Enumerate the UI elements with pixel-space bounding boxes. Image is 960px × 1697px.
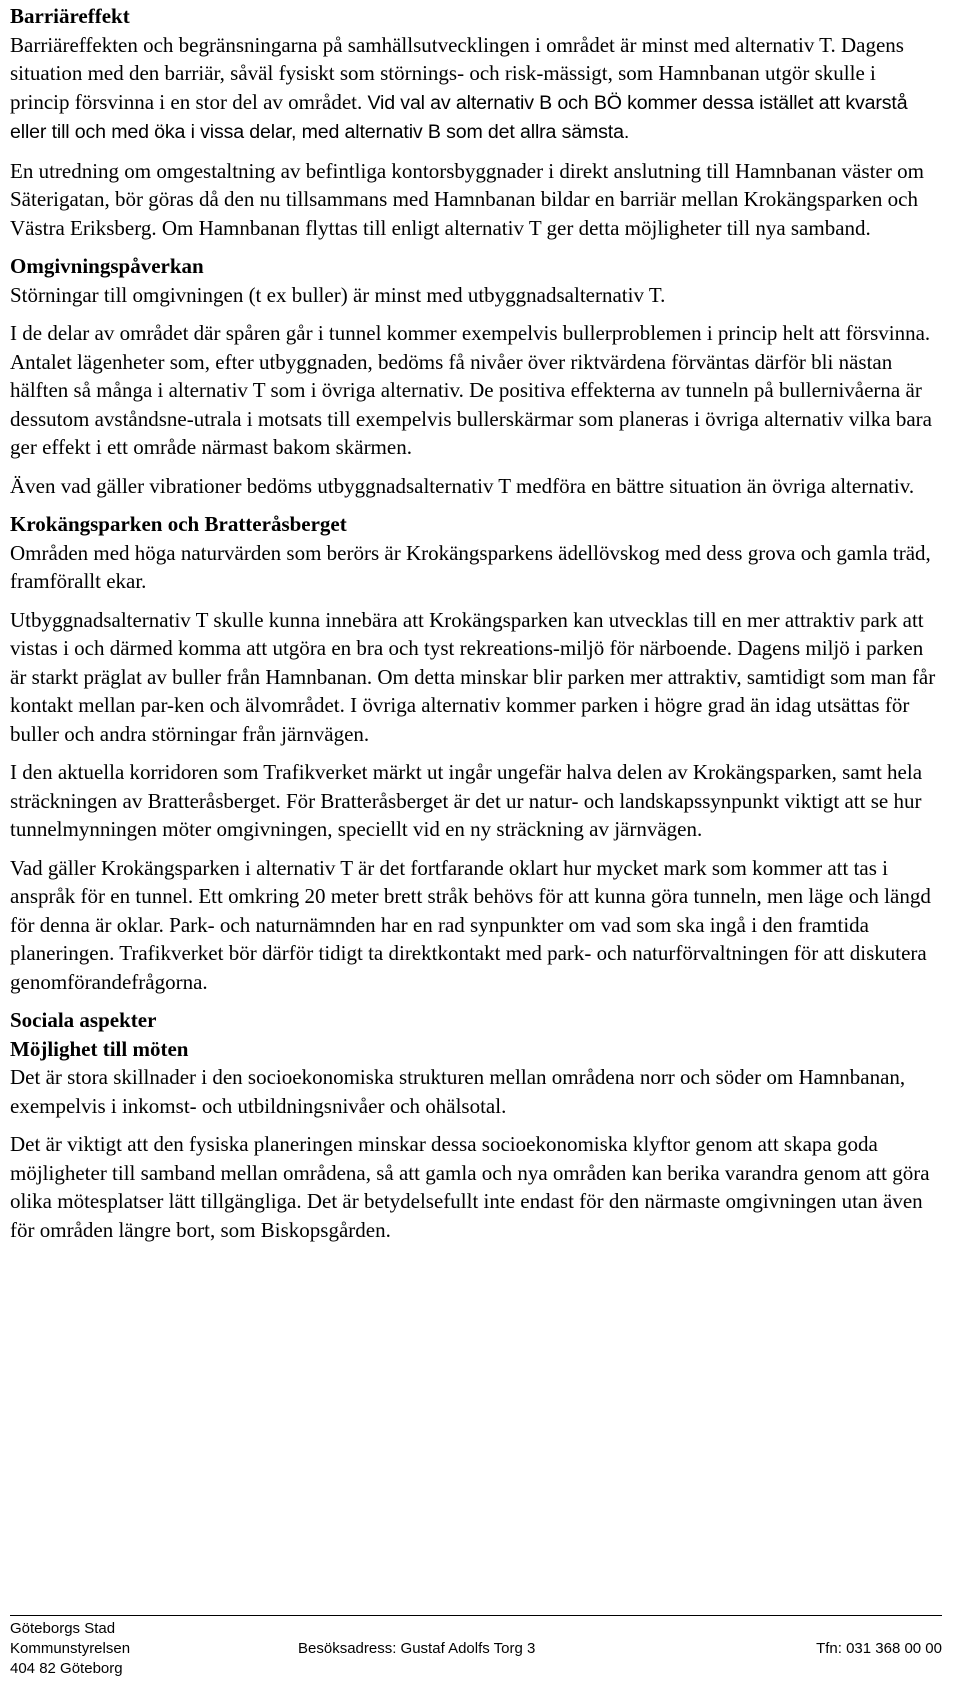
section-heading-sociala-aspekter: Sociala aspekter: [10, 1008, 157, 1032]
paragraph-krokangs-2: Utbyggnadsalternativ T skulle kunna innebära att Krokängsparken kan utvecklas till en mer attraktiv park att vistas i och därmed komma att utgöra en bra och tyst rekreations-miljö för närboende. Dagens miljö i parken är starkt präglat av buller från Hamnbanan. Om detta minskar blir parken mer attraktiv, samtidigt som man får kontakt mellan par-ken och älvområdet. I övriga alternativ kommer parken i högre grad än idag utsättas för buller och andra störningar från järnvägen.: [10, 607, 936, 746]
paragraph-krokangs-3: I den aktuella korridoren som Trafikverket märkt ut ingår ungefär halva delen av Krokängsparken, samt hela sträckningen av Bratteråsberget. För Bratteråsberget är det ur natur- och landskapssynpunkt viktigt att se hur tunnelmynningen möter omgivningen, speciellt vid en ny sträckning av järnvägen.: [10, 760, 923, 841]
footer-phone: Tfn: 031 368 00 00: [816, 1640, 942, 1657]
paragraph-omgivning-3: Även vad gäller vibrationer bedöms utbyggnadsalternativ T medföra en bättre situation än övriga alternativ.: [10, 473, 915, 498]
page-footer: [10, 1615, 942, 1679]
paragraph-krokangs-1: Områden med höga naturvärden som berörs är Krokängsparkens ädellövskog med dess grova och gamla träd, framförallt ekar.: [10, 540, 931, 593]
footer-row-3: [10, 1659, 942, 1679]
paragraph-barriar-1-sans: Vid val av alternativ B och BÖ kommer dessa istället att kvarstå eller till och med öka i vissa delar, med alternativ B som det allra sämsta.: [10, 91, 908, 143]
section-heading-barriareffekt: Barriäreffekt: [10, 4, 130, 28]
footer-department: Kommunstyrelsen: [10, 1640, 131, 1657]
paragraph-sociala-2: Det är viktigt att den fysiska planeringen minskar dessa socioekonomiska klyftor genom att skapa goda möjligheter till samband mellan områdena, så att gamla och nya områden kan berika varandra genom att göra olika mötesplatser lätt tillgängliga. Det är betydelsefullt inte endast för den närmaste omgivningen utan även för områden längre bort, som Biskopsgården.: [10, 1132, 930, 1242]
section-heading-krokangsparken: Krokängsparken och Bratteråsberget: [10, 512, 347, 536]
footer-visiting-address: Besöksadress: Gustaf Adolfs Torg 3: [298, 1640, 536, 1657]
footer-org-name: Göteborgs Stad: [10, 1620, 116, 1637]
footer-row-1: [10, 1619, 942, 1639]
footer-row-2: [10, 1639, 942, 1659]
paragraph-sociala-1: Det är stora skillnader i den socioekonomiska strukturen mellan områdena norr och söder om Hamnbanan, exempelvis i inkomst- och utbildningsnivåer och ohälsotal.: [10, 1065, 906, 1118]
footer-postal-address: 404 82 Göteborg: [10, 1660, 123, 1677]
paragraph-krokangs-4: Vad gäller Krokängsparken i alternativ T är det fortfarande oklart hur mycket mark som kommer att tas i anspråk för en tunnel. Ett omkring 20 meter brett stråk behövs för att kunna göra tunneln, men läge och längd för denna är oklar. Park- och naturnämnden har en rad synpunkter om vad som ska ingå i den framtida planeringen. Trafikverket bör därför tidigt ta direktkontakt med park- och naturförvaltningen för att diskutera genomförandefrågorna.: [10, 855, 931, 994]
subheading-mojlighet-till-moten: Möjlighet till möten: [10, 1036, 189, 1061]
paragraph-barriar-1: [10, 31, 940, 147]
section-heading-omgivningspaverkan: Omgivningspåverkan: [10, 254, 204, 278]
footer-divider: [10, 1615, 942, 1616]
paragraph-omgivning-2: I de delar av området där spåren går i tunnel kommer exempelvis bullerproblemen i princip helt att försvinna. Antalet lägenheter som, efter utbyggnaden, bedöms få nivåer över riktvärdena förväntas därför bli nästan hälften så många i alternativ T som i övriga alternativ. De positiva effekterna av tunneln på bullernivåerna är dessutom avståndsne-utrala i motsats till exempelvis bullerskärmar som planeras i övriga alternativ vilka bara ger effekt i ett område närmast bakom skärmen.: [10, 321, 932, 459]
paragraph-barriar-1-serif: Barriäreffekten och begränsningarna på samhällsutvecklingen i området är minst med alternativ T. Dagens situation med den barriär, såväl fysiskt som störnings- och risk-mässigt, som Hamnbanan utgör skulle i princip försvinna i en stor del av området.: [10, 32, 904, 114]
document-page: [10, 2, 940, 1244]
paragraph-omgivning-1: Störningar till omgivningen (t ex buller) är minst med utbyggnadsalternativ T.: [10, 282, 666, 307]
paragraph-barriar-2: En utredning om omgestaltning av befintliga kontorsbyggnader i direkt anslutning till Hamnbanan väster om Säterigatan, bör göras då den nu tillsammans med Hamnbanan bildar en barriär mellan Krokängsparken och Västra Eriksberg. Om Hamnbanan flyttas till enligt alternativ T ger detta möjligheter till nya samband.: [10, 158, 924, 240]
